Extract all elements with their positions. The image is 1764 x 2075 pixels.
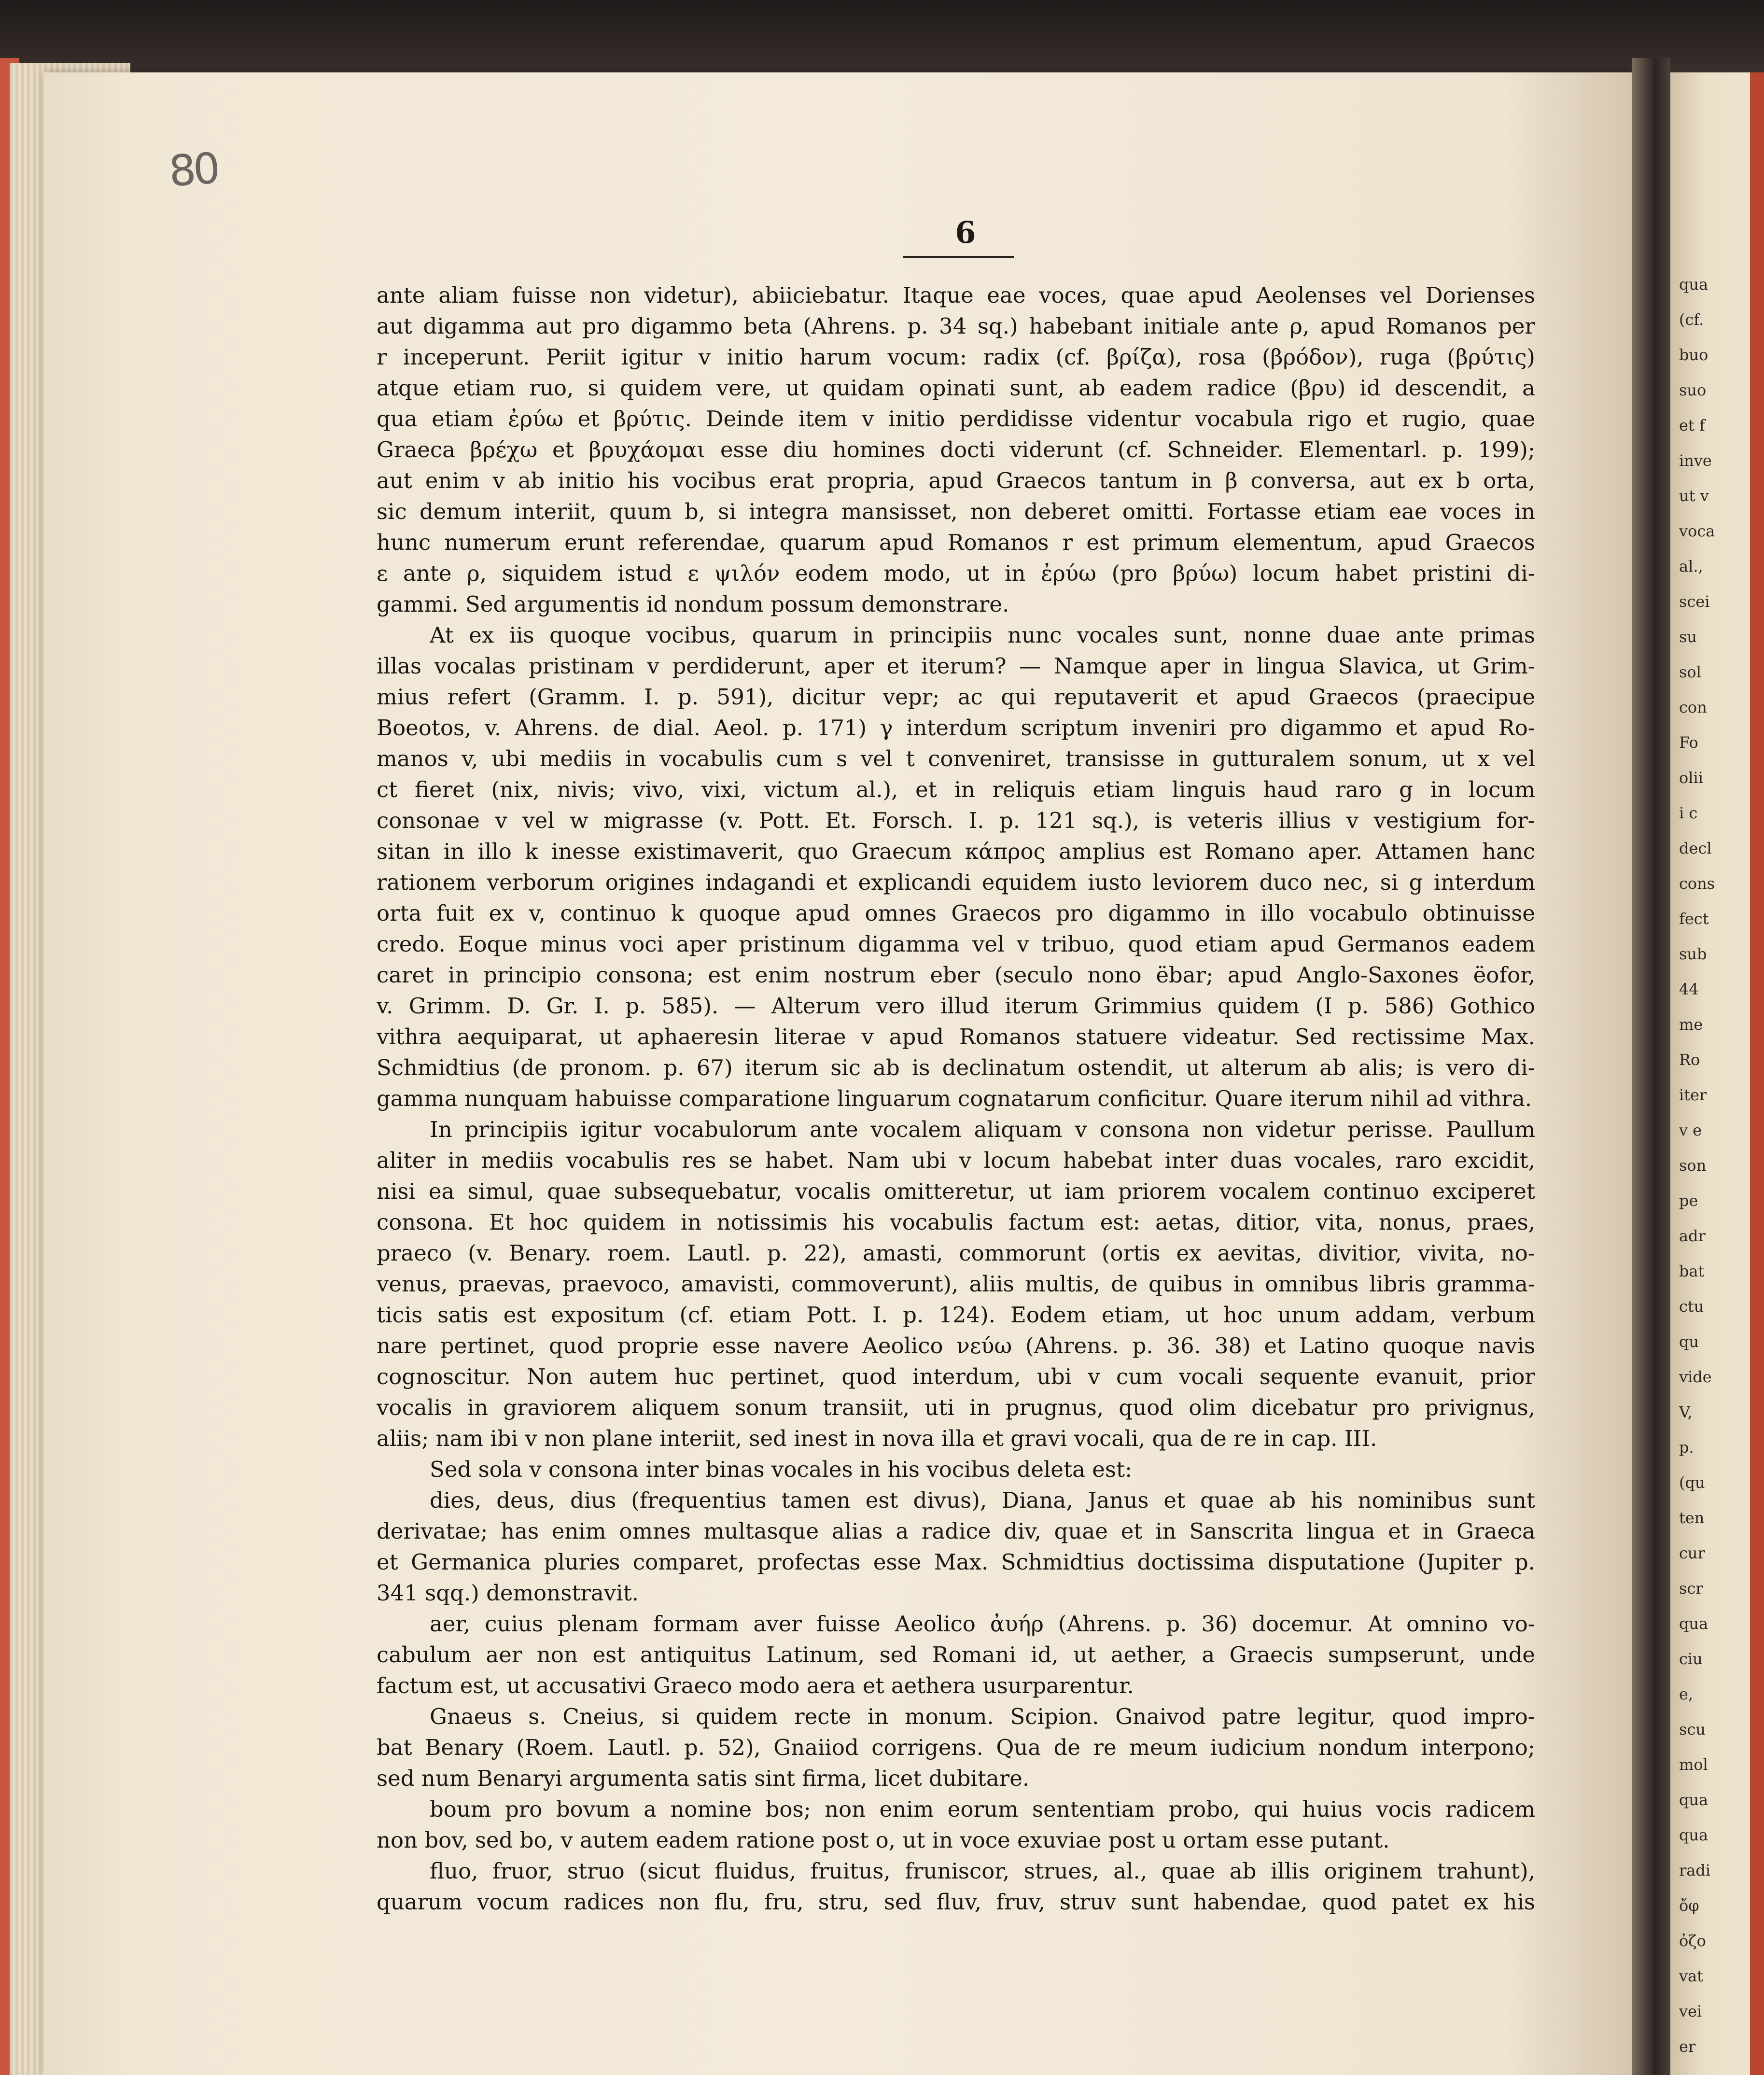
adjacent-page-fragment: ut v [1679,487,1709,505]
adjacent-page-fragment: Fo [1679,733,1698,752]
text-line: caret in principio consona; est enim nostrum eber (seculo nono ëbar; apud Anglo-Saxones ëofor, [377,962,1535,988]
adjacent-page-fragment: con [1679,698,1707,716]
adjacent-page-fragment: (qu [1679,1473,1705,1492]
text-line: aliter in mediis vocabulis res se habet. Nam ubi v locum habebat inter duas vocales, raro excidit, [377,1148,1535,1173]
text-line: 341 sqq.) demonstravit. [377,1580,639,1606]
adjacent-page-fragment: qu [1679,1332,1699,1351]
adjacent-page-fragment: vei [1679,2002,1702,2020]
text-line: At ex iis quoque vocibus, quarum in principiis nunc vocales sunt, nonne duae ante primas [430,622,1535,648]
adjacent-page-fragment: qua [1679,275,1708,294]
adjacent-page-fragment: iter [1679,1086,1707,1104]
text-line: orta fuit ex v, continuo k quoque apud omnes Graecos pro digammo in illo vocabulo obtinuisse [377,900,1535,926]
text-line: v. Grimm. D. Gr. I. p. 585). — Alterum vero illud iterum Grimmius quidem (I p. 586) Gothico [377,993,1535,1019]
adjacent-page-fragment: mol [1679,1755,1708,1774]
text-line: Graeca βρέχω et βρυχάομαι esse diu homines docti viderunt (cf. Schneider. Elementarl. p. 199); [377,437,1535,463]
adjacent-page-fragment: scei [1679,592,1710,611]
adjacent-page-fragment: cons [1679,874,1715,893]
text-line: et Germanica pluries comparet, profectas esse Max. Schmidtius doctissima disputatione (Jupiter p. [377,1549,1535,1575]
handwritten-folio-number: 80 [167,143,219,196]
adjacent-page-fragment: e, [1679,1685,1694,1703]
adjacent-page-fragment: me [1679,1015,1703,1034]
adjacent-page-fragment: radi [1679,1861,1711,1879]
text-line: vithra aequiparat, ut aphaeresin literae v apud Romanos statuere videatur. Sed rectissime Max. [377,1024,1535,1050]
text-line: consonae v vel w migrasse (v. Pott. Et. Forsch. I. p. 121 sq.), is veteris illius v vestigium for- [377,808,1535,833]
book-cover-right-edge [1750,72,1764,2075]
text-line: dies, deus, dius (frequentius tamen est divus), Diana, Janus et quae ab his nominibus sunt [430,1487,1535,1513]
adjacent-page-fragment: scu [1679,1720,1706,1739]
adjacent-page-fragment: voca [1679,522,1715,540]
adjacent-page-fragment: ciu [1679,1650,1703,1668]
text-line: Gnaeus s. Cneius, si quidem recte in monum. Scipion. Gnaivod patre legitur, quod impro- [430,1704,1535,1729]
text-line: fluo, fruor, struo (sicut fluidus, fruitus, fruniscor, strues, al., quae ab illis originem trahunt), [430,1858,1535,1884]
text-line: In principiis igitur vocabulorum ante vocalem aliquam v consona non videtur perisse. Paullum [430,1117,1535,1142]
main-text-block [377,280,1535,1918]
text-line: venus, praevas, praevoco, amavisti, commoverunt), aliis multis, de quibus in omnibus libris gramma- [377,1271,1535,1297]
adjacent-page-fragment: vide [1679,1368,1712,1386]
text-line: cabulum aer non est antiquitus Latinum, sed Romani id, ut aether, a Graecis sumpserunt, unde [377,1642,1535,1668]
text-line: bat Benary (Roem. Lautl. p. 52), Gnaiiod corrigens. Qua de re meum iudicium nondum interpono; [377,1735,1535,1760]
adjacent-page-fragment: adr [1679,1227,1706,1245]
adjacent-page-fragment: ὀζο [1679,1932,1706,1950]
adjacent-page-fragment: ctu [1679,1297,1704,1316]
adjacent-page-fragment: pe [1679,1192,1698,1210]
adjacent-page-fragment: er [1679,2037,1696,2056]
book-gutter [1632,58,1670,2075]
adjacent-page-fragment: scr [1679,1579,1703,1598]
text-line: gammi. Sed argumentis id nondum possum demonstrare. [377,591,1009,617]
adjacent-page-fragment: Ro [1679,1051,1700,1069]
text-line: illas vocalas pristinam v perdiderunt, aper et iterum? — Namque aper in lingua Slavica, ut Grim- [377,653,1535,679]
text-line: cognoscitur. Non autem huc pertinet, quod interdum, ubi v cum vocali sequente evanuit, prior [377,1364,1535,1389]
adjacent-page-fragment: vat [1679,1967,1704,1985]
adjacent-page-fragment: qua [1679,1791,1708,1809]
adjacent-page-fragment: al., [1679,557,1703,575]
adjacent-page-fragment: cur [1679,1544,1705,1562]
text-line: qua etiam ἐρύω et βρύτις. Deinde item v initio perdidisse videntur vocabula rigo et rugio, quae [377,406,1535,432]
adjacent-page-fragment: suo [1679,381,1707,399]
text-line: credo. Eoque minus voci aper pristinum digamma vel v tribuo, quod etiam apud Germanos eadem [377,931,1535,957]
text-line: praeco (v. Benary. roem. Lautl. p. 22), amasti, commorunt (ortis ex aevitas, divitior, vivita, no- [377,1240,1535,1266]
adjacent-page-fragment: su [1679,628,1697,646]
text-line: sitan in illo k inesse existimaverit, quo Graecum κάπρος amplius est Romano aper. Attamen hanc [377,839,1535,864]
text-line: consona. Et hoc quidem in notissimis his vocabulis factum est: aetas, ditior, vita, nonus, praes, [377,1209,1535,1235]
text-line: Boeotos, v. Ahrens. de dial. Aeol. p. 171) γ interdum scriptum inveniri pro digammo et apud Ro- [377,715,1535,741]
adjacent-page-fragment: (cf. [1679,310,1704,329]
text-line: vocalis in graviorem aliquem sonum transiit, uti in prugnus, quod olim dicebatur pro privignus, [377,1395,1535,1420]
text-line: ante aliam fuisse non videtur), abiiciebatur. Itaque eae voces, quae apud Aeolenses vel Dorienses [377,282,1535,308]
adjacent-page-fragment: inve [1679,451,1712,470]
text-line: mius refert (Gramm. I. p. 591), dicitur vepr; ac qui reputaverit et apud Graecos (praecipue [377,684,1535,710]
text-line: aut enim v ab initio his vocibus erat propria, apud Graecos tantum in β conversa, aut ex b orta, [377,468,1535,493]
text-line: manos v, ubi mediis in vocabulis cum s vel t conveniret, transisse in gutturalem sonum, ut x vel [377,746,1535,771]
text-line: quarum vocum radices non flu, fru, stru, sed fluv, fruv, struv sunt habendae, quod patet ex his [377,1889,1535,1915]
book-cover-top [0,0,1764,72]
adjacent-page-edge [1670,72,1757,2075]
adjacent-page-fragment: ὄφ [1679,1896,1699,1915]
text-line: aliis; nam ibi v non plane interiit, sed inest in nova illa et gravi vocali, qua de re in cap. III. [377,1426,1377,1451]
page-number: 6 [955,215,976,250]
adjacent-page-fragment: i c [1679,804,1698,822]
adjacent-page-fragment: sol [1679,663,1701,681]
text-line: Sed sola v consona inter binas vocales in his vocibus deleta est: [430,1457,1133,1482]
text-line: Schmidtius (de pronom. p. 67) iterum sic ab is declinatum ostendit, ut alterum ab alis; is vero di- [377,1055,1535,1080]
adjacent-page-fragment: son [1679,1156,1707,1175]
text-line: nare pertinet, quod proprie esse navere Aeolico νεύω (Ahrens. p. 36. 38) et Latino quoque navis [377,1333,1535,1359]
adjacent-page-fragment: olii [1679,769,1703,787]
text-line: boum pro bovum a nomine bos; non enim eorum sententiam probo, qui huius vocis radicem [430,1796,1535,1822]
text-line: atque etiam ruo, si quidem vere, ut quidam opinati sunt, ab eadem radice (βρυ) id descendit, a [377,375,1535,401]
text-line: aut digamma aut pro digammo beta (Ahrens. p. 34 sq.) habebant initiale ante ρ, apud Romanos per [377,313,1535,339]
text-line: sic demum interiit, quum b, si integra mansisset, non deberet omitti. Fortasse etiam eae voces in [377,499,1535,524]
adjacent-page-fragment: 44 [1679,980,1699,998]
adjacent-page-fragment: ten [1679,1509,1705,1527]
adjacent-page-fragment: sub [1679,945,1707,963]
text-line: rationem verborum origines indagandi et explicandi equidem iusto leviorem duco nec, si g interdum [377,869,1535,895]
adjacent-page-fragment: V, [1679,1403,1693,1421]
text-line: aer, cuius plenam formam aver fuisse Aeolico ἀυήρ (Ahrens. p. 36) docemur. At omnino vo- [430,1611,1535,1637]
text-line: r inceperunt. Periit igitur v initio harum vocum: radix (cf. βρίζα), rosa (βρόδον), ruga (βρύτις) [377,344,1535,370]
text-line: ct fieret (nix, nivis; vivo, vixi, victum al.), et in reliquis etiam linguis haud raro g in locum [377,777,1535,802]
text-line: gamma nunquam habuisse comparatione linguarum cognatarum conficitur. Quare iterum nihil ad vithra. [377,1086,1532,1111]
text-line: derivatae; has enim omnes multasque alias a radice div, quae et in Sanscrita lingua et in Graeca [377,1518,1535,1544]
adjacent-page-fragment: bat [1679,1262,1705,1280]
adjacent-page-fragment: fect [1679,910,1709,928]
text-line: nisi ea simul, quae subsequebatur, vocalis omitteretur, ut iam priorem vocalem continuo exciperet [377,1178,1535,1204]
adjacent-page-fragment: et f [1679,416,1705,435]
text-line: non bov, sed bo, v autem eadem ratione post o, ut in voce exuviae post u ortam esse putant. [377,1827,1390,1853]
adjacent-page-fragment: decl [1679,839,1712,857]
text-line: ticis satis est expositum (cf. etiam Pott. I. p. 124). Eodem etiam, ut hoc unum addam, verbum [377,1302,1535,1328]
adjacent-page-fragment: qua [1679,1614,1708,1633]
text-line: ε ante ρ, siquidem istud ε ψιλόν eodem modo, ut in ἐρύω (pro βρύω) locum habet pristini di- [377,561,1535,586]
text-line: factum est, ut accusativi Graeco modo aera et aethera usurparentur. [377,1673,1134,1698]
text-line: sed num Benaryi argumenta satis sint firma, licet dubitare. [377,1766,1030,1791]
adjacent-page-fragment: p. [1679,1438,1694,1457]
adjacent-page-fragment: qua [1679,1826,1708,1844]
adjacent-page-fragment: v e [1679,1121,1702,1139]
page-number-rule [903,256,1014,258]
adjacent-page-fragment: buo [1679,346,1708,364]
text-line: hunc numerum erunt referendae, quarum apud Romanos r est primum elementum, apud Graecos [377,530,1535,555]
